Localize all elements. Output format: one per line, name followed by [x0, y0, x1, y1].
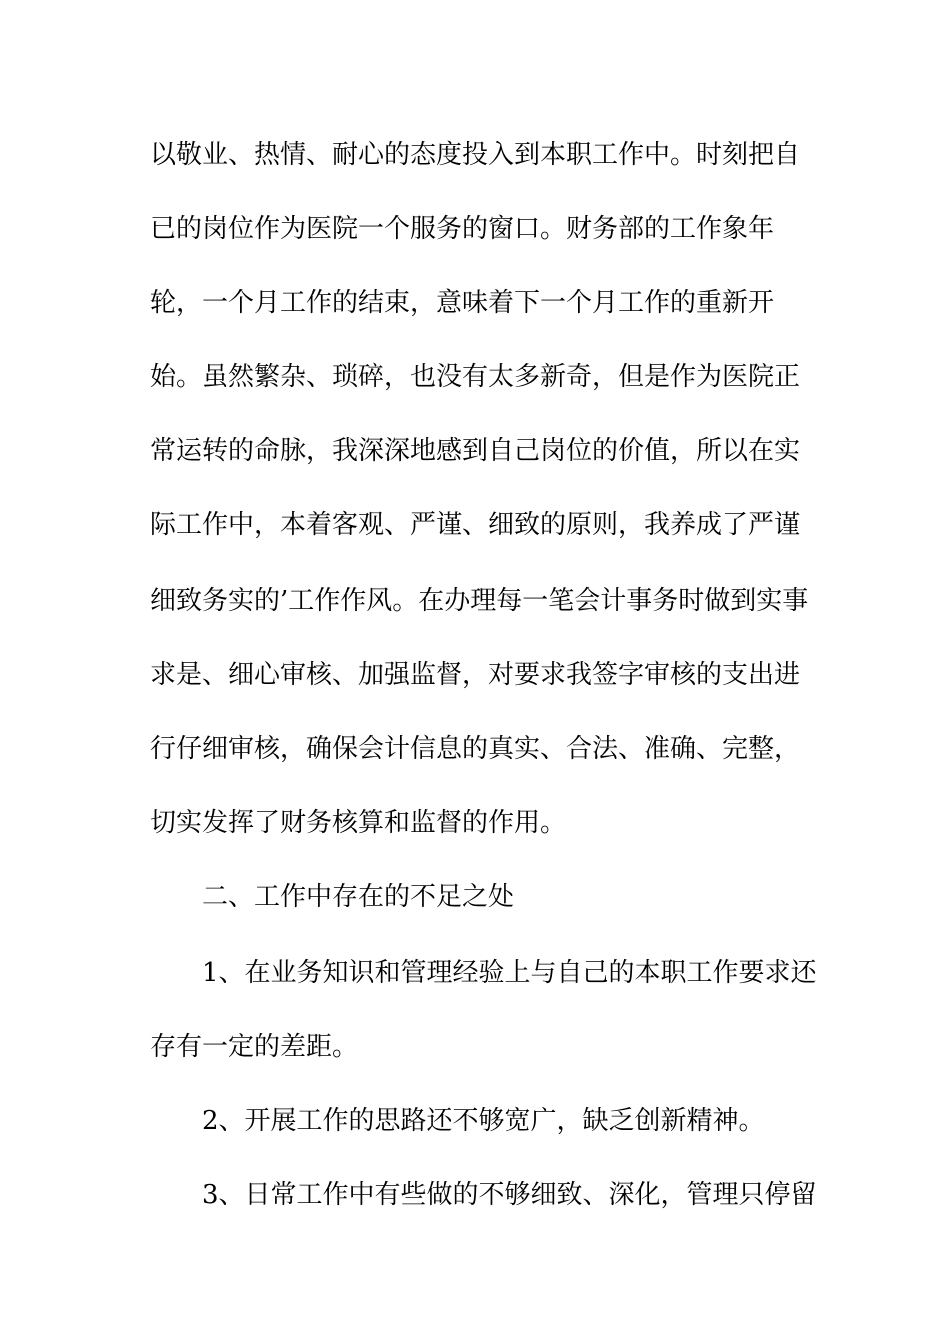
- section-heading: 二、工作中存在的不足之处: [202, 882, 515, 912]
- body-text-line: 行仔细审核，确保会计信息的真实、合法、准确、完整，: [150, 734, 801, 764]
- body-text-line: 始。虽然繁杂、琐碎，也没有太多新奇，但是作为医院正: [150, 362, 801, 392]
- list-item-text: 1、在业务知识和管理经验上与自己的本职工作要求还: [202, 958, 817, 988]
- body-text-line: 切实发挥了财务核算和监督的作用。: [150, 808, 567, 838]
- body-text-line: 轮，一个月工作的结束，意味着下一个月工作的重新开: [150, 288, 775, 318]
- body-text-line: 已的岗位作为医院一个服务的窗口。财务部的工作象年: [150, 214, 775, 244]
- list-item-text: 存有一定的差距。: [150, 1032, 359, 1062]
- body-text-line: 求是、细心审核、加强监督，对要求我签字审核的支出进: [150, 660, 801, 690]
- body-text-line: 际工作中，本着客观、严谨、细致的原则，我养成了严谨: [150, 510, 801, 540]
- list-item-text: 2、开展工作的思路还不够宽广，缺乏创新精神。: [202, 1106, 765, 1136]
- body-text-line: 细致务实的’工作作风。在办理每一笔会计事务时做到实事: [150, 586, 809, 616]
- body-text-line: 常运转的命脉，我深深地感到自己岗位的价值，所以在实: [150, 436, 801, 466]
- list-item-text: 3、日常工作中有些做的不够细致、深化，管理只停留: [202, 1180, 817, 1210]
- body-text-line: 以敬业、热情、耐心的态度投入到本职工作中。时刻把自: [150, 140, 801, 170]
